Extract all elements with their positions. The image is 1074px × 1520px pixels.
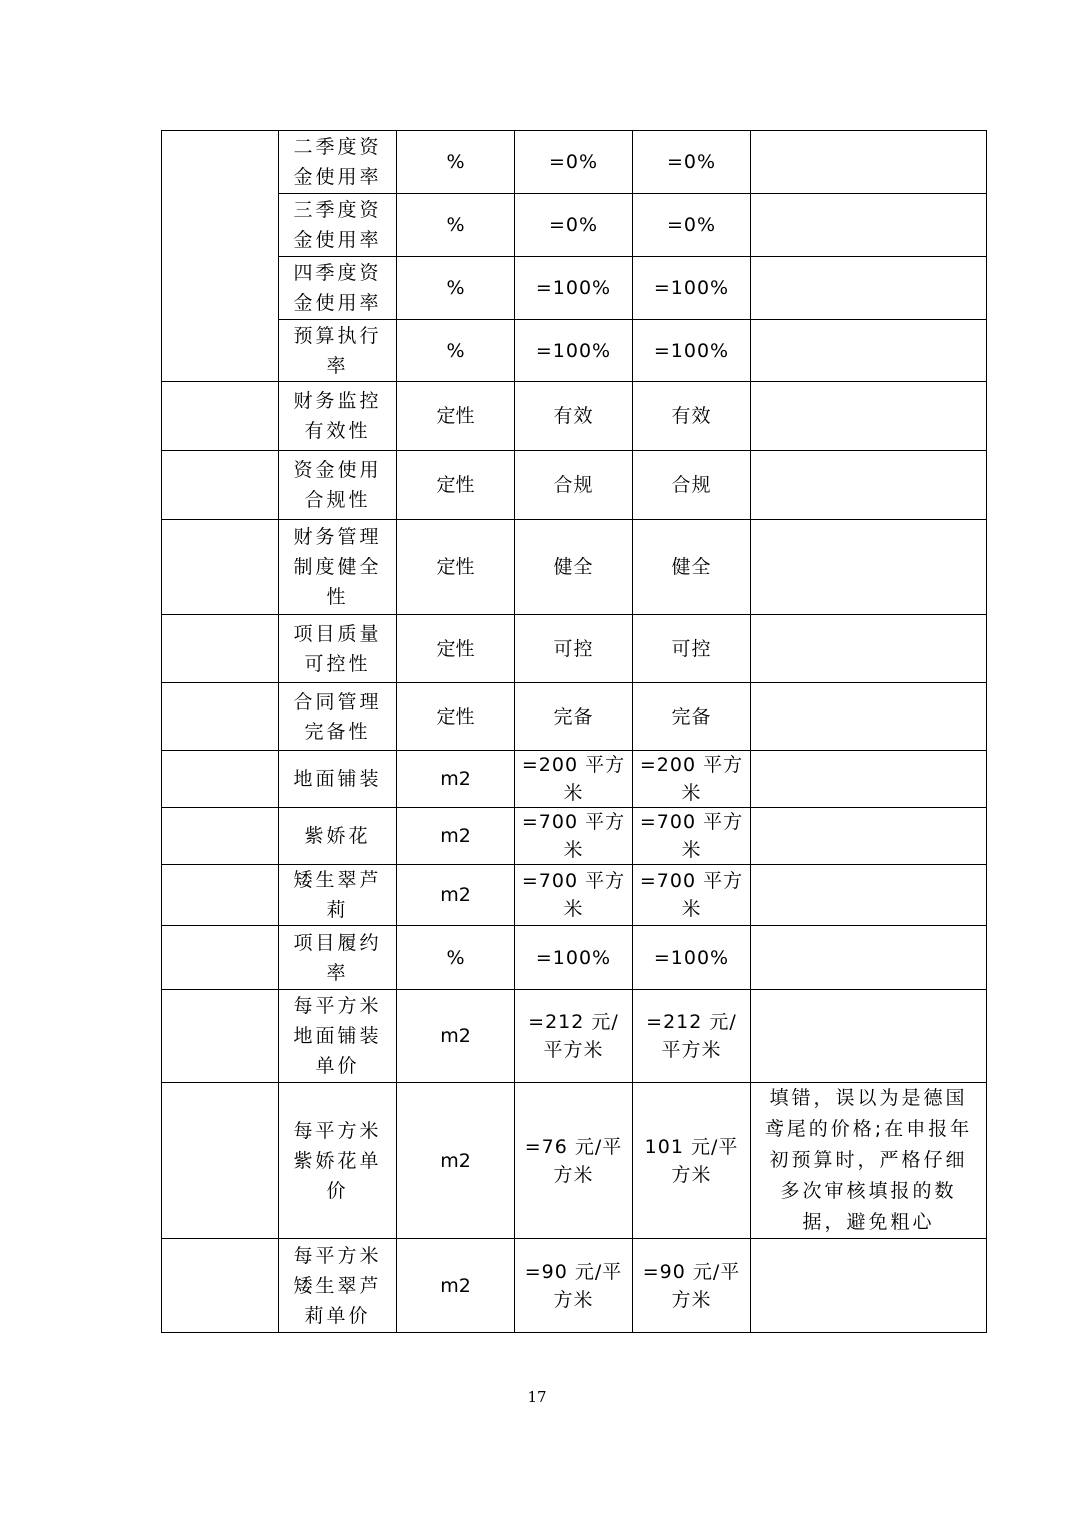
remark-cell: [751, 926, 987, 990]
target-value: 有效: [515, 382, 633, 451]
target-value: =700 平方米: [515, 865, 633, 926]
indicator-name: 地面铺装: [279, 751, 397, 808]
table-row: [162, 990, 987, 1083]
indicator-name: 矮生翠芦莉: [279, 865, 397, 926]
target-value: =90 元/平方米: [515, 1239, 633, 1333]
actual-value: =0%: [633, 131, 751, 194]
indicator-name: 三季度资金使用率: [279, 194, 397, 257]
table-row: [162, 1239, 987, 1333]
remark-cell: [751, 865, 987, 926]
remark-cell: [751, 1239, 987, 1333]
remark-cell: [751, 131, 987, 194]
target-value: 可控: [515, 615, 633, 683]
table-row: [162, 194, 987, 257]
actual-value: 101 元/平方米: [633, 1083, 751, 1239]
indicator-name: 预算执行率: [279, 320, 397, 382]
remark-cell: [751, 451, 987, 520]
indicator-name: 每平方米矮生翠芦莉单价: [279, 1239, 397, 1333]
target-value: =100%: [515, 926, 633, 990]
indicator-table: [161, 130, 987, 1333]
target-value: =200 平方米: [515, 751, 633, 808]
category-cell: [162, 1239, 279, 1333]
table-row: [162, 131, 987, 194]
remark-cell: [751, 520, 987, 615]
category-cell: [162, 131, 279, 382]
category-cell: [162, 615, 279, 683]
actual-value: =700 平方米: [633, 808, 751, 865]
target-value: =100%: [515, 320, 633, 382]
indicator-name: 每平方米地面铺装单价: [279, 990, 397, 1083]
indicator-unit: 定性: [397, 451, 515, 520]
actual-value: =700 平方米: [633, 865, 751, 926]
indicator-unit: m2: [397, 1239, 515, 1333]
target-value: =100%: [515, 257, 633, 320]
category-cell: [162, 751, 279, 808]
table-row: [162, 382, 987, 451]
remark-cell: [751, 194, 987, 257]
table-row: [162, 320, 987, 382]
category-cell: [162, 865, 279, 926]
actual-value: =0%: [633, 194, 751, 257]
remark-cell: [751, 751, 987, 808]
indicator-name: 四季度资金使用率: [279, 257, 397, 320]
indicator-name: 合同管理完备性: [279, 683, 397, 751]
remark-cell: [751, 257, 987, 320]
actual-value: 健全: [633, 520, 751, 615]
indicator-unit: m2: [397, 751, 515, 808]
target-value: 完备: [515, 683, 633, 751]
indicator-name: 紫娇花: [279, 808, 397, 865]
table-row: [162, 865, 987, 926]
table-row: [162, 683, 987, 751]
remark-cell: [751, 990, 987, 1083]
table-row: [162, 808, 987, 865]
remark-cell: [751, 808, 987, 865]
indicator-unit: %: [397, 257, 515, 320]
indicator-unit: %: [397, 926, 515, 990]
actual-value: 完备: [633, 683, 751, 751]
category-cell: [162, 990, 279, 1083]
indicator-unit: %: [397, 131, 515, 194]
indicator-name: 资金使用合规性: [279, 451, 397, 520]
indicator-unit: m2: [397, 990, 515, 1083]
target-value: 合规: [515, 451, 633, 520]
indicator-name: 二季度资金使用率: [279, 131, 397, 194]
indicator-name: 财务管理制度健全性: [279, 520, 397, 615]
category-cell: [162, 926, 279, 990]
actual-value: =100%: [633, 257, 751, 320]
indicator-unit: 定性: [397, 683, 515, 751]
remark-cell: 填错，误以为是德国鸢尾的价格;在申报年初预算时，严格仔细多次审核填报的数据，避免粗心: [751, 1083, 987, 1239]
target-value: =0%: [515, 131, 633, 194]
table-row: [162, 926, 987, 990]
table-row: [162, 1083, 987, 1239]
table-row: [162, 520, 987, 615]
indicator-name: 项目履约率: [279, 926, 397, 990]
remark-cell: [751, 683, 987, 751]
indicator-name: 项目质量可控性: [279, 615, 397, 683]
target-value: =76 元/平方米: [515, 1083, 633, 1239]
remark-cell: [751, 382, 987, 451]
indicator-unit: 定性: [397, 615, 515, 683]
table-row: [162, 615, 987, 683]
indicator-unit: m2: [397, 1083, 515, 1239]
actual-value: 有效: [633, 382, 751, 451]
category-cell: [162, 808, 279, 865]
category-cell: [162, 382, 279, 451]
indicator-unit: %: [397, 320, 515, 382]
actual-value: =100%: [633, 926, 751, 990]
actual-value: =200 平方米: [633, 751, 751, 808]
remark-cell: [751, 615, 987, 683]
target-value: =700 平方米: [515, 808, 633, 865]
actual-value: =100%: [633, 320, 751, 382]
target-value: =212 元/平方米: [515, 990, 633, 1083]
actual-value: =212 元/平方米: [633, 990, 751, 1083]
category-cell: [162, 520, 279, 615]
table-row: [162, 257, 987, 320]
remark-cell: [751, 320, 987, 382]
page-number: 17: [527, 1388, 547, 1406]
actual-value: 合规: [633, 451, 751, 520]
indicator-unit: 定性: [397, 520, 515, 615]
target-value: =0%: [515, 194, 633, 257]
indicator-unit: 定性: [397, 382, 515, 451]
category-cell: [162, 683, 279, 751]
table-row: [162, 451, 987, 520]
indicator-name: 每平方米紫娇花单价: [279, 1083, 397, 1239]
indicator-unit: m2: [397, 808, 515, 865]
indicator-unit: m2: [397, 865, 515, 926]
actual-value: 可控: [633, 615, 751, 683]
category-cell: [162, 451, 279, 520]
category-cell: [162, 1083, 279, 1239]
actual-value: =90 元/平方米: [633, 1239, 751, 1333]
indicator-name: 财务监控有效性: [279, 382, 397, 451]
target-value: 健全: [515, 520, 633, 615]
table-row: [162, 751, 987, 808]
indicator-unit: %: [397, 194, 515, 257]
